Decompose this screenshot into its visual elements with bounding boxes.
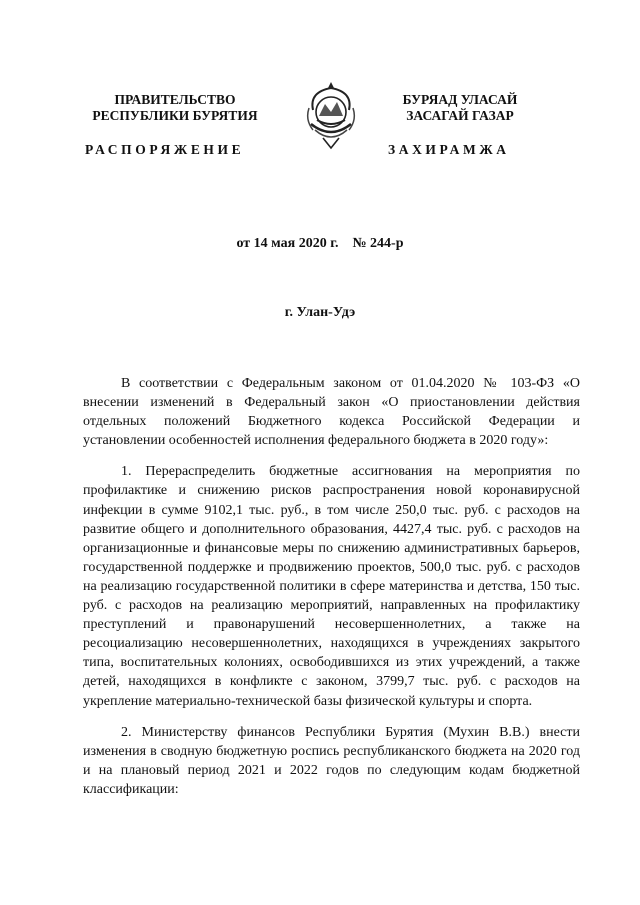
preamble-paragraph: В соответствии с Федеральным законом от 01.04.2020 № 103-ФЗ «О внесении изменений в Федеральный закон «О приостановлении действия отдельных положений Бюджетного кодекса Российской Федерации и установлении особенностей исполнения федерального бюджета в 2020 году»: bbox=[83, 376, 580, 449]
issuer-name-buryat bbox=[360, 92, 560, 124]
issuer-line-2: РЕСПУБЛИКИ БУРЯТИЯ bbox=[92, 108, 258, 123]
document-body bbox=[83, 374, 580, 811]
document-city: г. Улан-Удэ bbox=[284, 305, 356, 320]
clause-1-paragraph: 1. Перераспределить бюджетные ассигнования на мероприятия по профилактике и снижению рисков распространения новой коронавирусной инфекции в сумме 9102,1 тыс. руб., в том числе 250,0 тыс. руб. с расходов на развитие общего и дополнительного образования, 4427,4 тыс. руб. с расходов на организационные и финансовые меры по снижению административных барьеров, государственной поддержке и продвижению проектов, 500,0 тыс. руб. с расходов на реализацию государственной политики в сфере материнства и детства, 150 тыс. руб. с расходов на реализацию мероприятий, направленных на профилактику преступлений и правонарушений несовершеннолетних, а также на ресоциализацию несовершеннолетних, находящихся в учреждениях закрытого типа, воспитательных колониях, освободившихся из этих учреждений, а также детей, находящихся в конфликте с законом, 3799,7 тыс. руб. с расходов на укрепление материально-технической базы физической культуры и спорта. bbox=[83, 464, 580, 709]
issuer-line-1-buryat: БУРЯАД УЛАСАЙ bbox=[402, 92, 518, 107]
clause-2-paragraph: 2. Министерству финансов Республики Бурятия (Мухин В.В.) внести изменения в сводную бюджетную роспись республиканского бюджета на 2020 год и на плановый период 2021 и 2022 годов по следующим кодам бюджетной классификации: bbox=[83, 724, 580, 797]
doc-type-russian: РАСПОРЯЖЕНИЕ bbox=[85, 142, 245, 157]
document-date-number: от 14 мая 2020 г. № 244-р bbox=[236, 236, 404, 251]
issuer-line-1: ПРАВИТЕЛЬСТВО bbox=[114, 92, 236, 107]
doc-type-buryat: ЗАХИРАМЖА bbox=[388, 142, 510, 157]
coat-of-arms-buryatia-icon bbox=[303, 80, 359, 150]
issuer-name-russian bbox=[60, 92, 290, 124]
issuer-line-2-buryat: ЗАСАГАЙ ГАЗАР bbox=[406, 108, 514, 123]
